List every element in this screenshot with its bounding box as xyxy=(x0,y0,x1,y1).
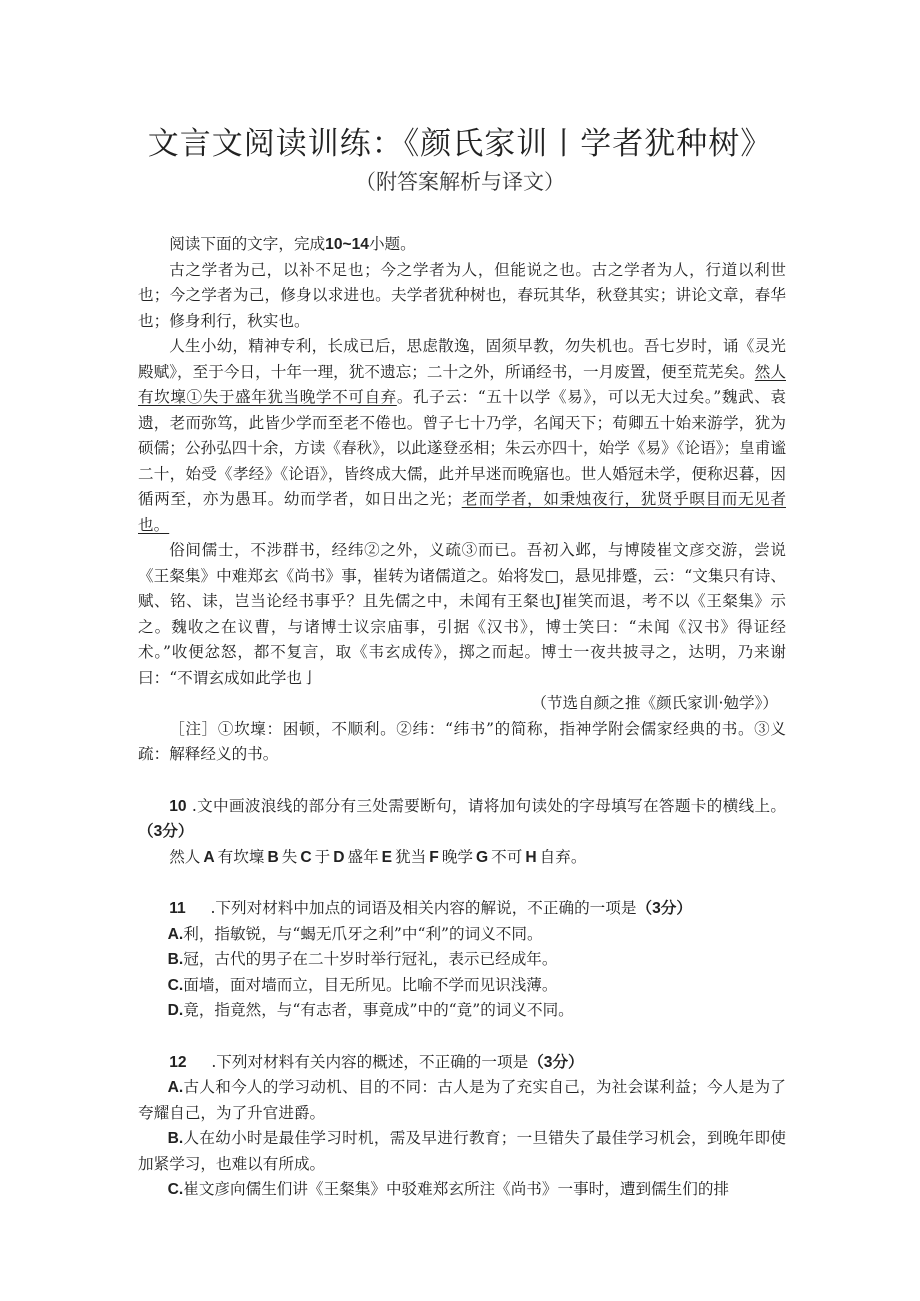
question-11-stem xyxy=(138,896,786,922)
question-11-score: （3分） xyxy=(636,900,692,917)
question-10-break-line xyxy=(138,845,786,871)
break-segment-text: 有坎壈 xyxy=(217,847,265,866)
passage-paragraph-3: 俗间儒士，不涉群书，经纬②之外，义疏③而已。吾初入邺，与博陵崔文彦交游，尝说《王粲集》中难郑玄《尚书》事，崔转为诸儒道之。始将发□，悬见排蹙，云：“文集只有诗、赋、铭、诔，岂当论经书事乎？且先儒之中，未闻有王粲也J崔笑而退，考不以《王粲集》示之。魏收之在议曹，与诸博士议宗庙事，引据《汉书》，博士笑曰：“未闻《汉书》得证经术。”收便忿怒，都不复言，取《韦玄成传》，掷之而起。博士一夜共披寻之，达明，乃来谢曰：“不谓玄成如此学也亅 xyxy=(138,541,786,687)
break-marker-letter: F xyxy=(429,848,439,866)
option-key: B. xyxy=(167,951,184,968)
question-10-text: .文中画波浪线的部分有三处需要断句，请将加句读处的字母填写在答题卡的横线上。 xyxy=(191,796,786,815)
question-12-text: .下列对材料有关内容的概述，不正确的一项是 xyxy=(211,1052,529,1071)
option-text: 面墙，面对墙而立，目无所见。比喻不学而见识浅薄。 xyxy=(183,975,558,994)
break-segment-text: 盛年 xyxy=(347,847,379,866)
question-12-option-b xyxy=(138,1126,786,1177)
annotation-note: ［注］①坎壈：困顿，不顺利。②纬：“纬书”的简称，指神学附会儒家经典的书。③义疏：解释经义的书。 xyxy=(138,719,786,763)
question-12-number: 12 xyxy=(169,1053,187,1071)
passage-paragraph-1: 古之学者为己，以补不足也；今之学者为人，但能说之也。古之学者为人，行道以利世也；今之学者为己，修身以求进也。夫学者犹种树也，春玩其华，秋登其实；讲论文章，春华也；修身利行，秋实也。 xyxy=(138,260,786,330)
question-10-stem xyxy=(138,794,786,845)
break-marker-letter: E xyxy=(381,848,393,866)
option-key: B. xyxy=(167,1130,184,1147)
break-segment-text: 然人 xyxy=(169,847,201,866)
document-body xyxy=(138,232,786,1203)
question-11-option-d xyxy=(138,998,786,1024)
question-12-score: （3分） xyxy=(528,1053,584,1071)
option-text: 古人和今人的学习动机、目的不同：古人是为了充实自己，为社会谋利益；今人是为了夸耀自己，为了升官进爵。 xyxy=(138,1078,786,1122)
break-segment-text: 自弃。 xyxy=(539,847,587,866)
option-key: C. xyxy=(167,1181,184,1198)
break-segment-text: 失 xyxy=(281,847,298,866)
option-text: 冠，古代的男子在二十岁时举行冠礼，表示已经成年。 xyxy=(183,950,558,968)
wavy-underlined-sentence: 然人有坎壈①失于盛年犹当晚学不可自弃 xyxy=(138,362,786,406)
break-segment-text: 晚学 xyxy=(441,847,474,866)
passage-paragraph-2 xyxy=(138,334,786,538)
question-11-text: .下列对材料中加点的词语及相关内容的解说，不正确的一项是 xyxy=(210,899,637,917)
page-title: 文言文阅读训练：《颜氏家训丨学者犹种树》 xyxy=(147,126,773,162)
question-11-number: 11 xyxy=(169,900,186,917)
option-key: C. xyxy=(167,976,184,994)
question-10-number: 10 xyxy=(169,797,187,815)
break-marker-letter: D xyxy=(333,848,345,866)
intro-text-c: 小题。 xyxy=(368,235,416,253)
question-11-option-a xyxy=(138,922,786,948)
option-text: 人在幼小时是最佳学习时机，需及早进行教育；一旦错失了最佳学习机会，到晚年即使加紧学习，也难以有所成。 xyxy=(138,1129,786,1173)
break-marker-letter: A xyxy=(203,848,215,866)
paragraph-2-text-a: 人生小幼，精神专利，长成已后，思虑散逸，固须早教，勿失机也。吾七岁时，诵《灵光殿赋》，至于今日，十年一理，犹不遗忘；二十之外，所诵经书，一月废置，便至荒芜矣。 xyxy=(138,337,786,381)
source-citation: （节选自颜之推《颜氏家训·勉学》） xyxy=(531,694,778,712)
question-12-stem xyxy=(138,1050,786,1076)
question-11-option-c xyxy=(138,973,786,999)
option-text: 利，指敏锐，与“蝎无爪牙之利”中“利”的词义不同。 xyxy=(183,924,543,943)
option-key: A. xyxy=(167,1079,184,1096)
paragraph-2-text-b: 。孔子云：“五十以学《易》，可以无大过矣。”魏武、袁遗，老而弥笃，此皆少学而至老不倦也。曾子七十乃学，名闻天下；荀卿五十始来游学，犹为硕儒；公孙弘四十余，方读《春秋》，以此遂登丞相；朱云亦四十，始学《易》《论语》；皇甫谧二十，始受《孝经》《论语》，皆终成大儒，此并早迷而晚寤也。世人婚冠未学，便称迟暮，因循两至，亦为愚耳。幼而学者，如日出之光； xyxy=(138,388,786,508)
question-12-option-c xyxy=(138,1177,786,1203)
option-key: D. xyxy=(167,1002,184,1019)
question-10-score: （3分） xyxy=(138,823,194,840)
break-segment-text: 不可 xyxy=(491,847,523,866)
option-text: 崔文彦向儒生们讲《王粲集》中驳难郑玄所注《尚书》一事时，遭到儒生们的排 xyxy=(183,1180,730,1198)
break-marker-letter: C xyxy=(300,848,312,866)
option-text: 竟，指竟然，与“有志者，事竟成”中的“竟”的词义不同。 xyxy=(183,1001,574,1019)
intro-range: 10~14 xyxy=(325,236,369,253)
break-segment-text: 于 xyxy=(314,847,331,866)
page-subtitle: （附答案解析与译文） xyxy=(355,170,565,194)
underlined-sentence: 老而学者，如秉烛夜行，犹贤乎暝目而无见者也。 xyxy=(138,490,786,534)
break-marker-letter: G xyxy=(476,848,489,866)
break-segment-text: 犹当 xyxy=(395,847,427,866)
break-marker-letter: H xyxy=(525,848,537,866)
break-marker-letter: B xyxy=(267,848,279,866)
option-key: A. xyxy=(167,925,184,943)
question-11-option-b xyxy=(138,947,786,973)
intro-line xyxy=(138,232,786,258)
question-12-option-a xyxy=(138,1075,786,1126)
intro-text-a: 阅读下面的文字，完成 xyxy=(169,235,326,253)
